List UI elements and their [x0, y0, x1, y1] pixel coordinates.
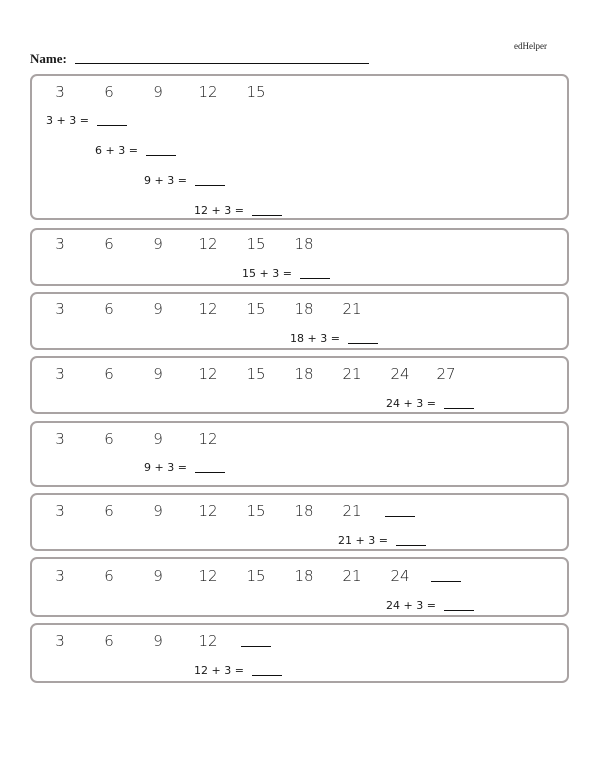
- sequence-number: 12: [198, 502, 218, 520]
- sequence-number: 15: [246, 235, 266, 253]
- sequence-number: 18: [294, 567, 314, 585]
- sequence-number: 3: [55, 567, 65, 585]
- problem-box: [30, 356, 569, 414]
- problem-box: [30, 74, 569, 220]
- sequence-number: 3: [55, 365, 65, 383]
- sequence-answer-blank[interactable]: [241, 646, 271, 647]
- problem-box: [30, 493, 569, 551]
- equation-row: [46, 114, 127, 128]
- sequence-number: 6: [104, 430, 114, 448]
- sequence-number: 24: [390, 567, 410, 585]
- sequence-number: 6: [104, 567, 114, 585]
- equation-answer-blank[interactable]: [252, 674, 282, 676]
- problem-box: [30, 557, 569, 617]
- equation-text: 3 + 3 =: [46, 114, 89, 127]
- sequence-number: 9: [153, 567, 163, 585]
- sequence-number: 6: [104, 365, 114, 383]
- equation-answer-blank[interactable]: [300, 277, 330, 279]
- equation-text: 6 + 3 =: [95, 144, 138, 157]
- sequence-number: 12: [198, 83, 218, 101]
- sequence-number: 9: [153, 235, 163, 253]
- sequence-number: 21: [342, 567, 362, 585]
- equation-text: 12 + 3 =: [194, 204, 244, 217]
- equation-answer-blank[interactable]: [444, 407, 474, 409]
- name-field[interactable]: [75, 63, 369, 64]
- equation-answer-blank[interactable]: [396, 544, 426, 546]
- equation-text: 9 + 3 =: [144, 174, 187, 187]
- sequence-number: 12: [198, 632, 218, 650]
- sequence-number: 21: [342, 365, 362, 383]
- equation-text: 21 + 3 =: [338, 534, 388, 547]
- equation-row: [95, 144, 176, 158]
- sequence-number: 15: [246, 502, 266, 520]
- equation-text: 18 + 3 =: [290, 332, 340, 345]
- equation-row: [194, 204, 282, 218]
- sequence-number: 9: [153, 365, 163, 383]
- sequence-number: 6: [104, 235, 114, 253]
- sequence-number: 27: [436, 365, 456, 383]
- sequence-number: 3: [55, 430, 65, 448]
- equation-row: [290, 332, 378, 346]
- sequence-number: 3: [55, 235, 65, 253]
- equation-row: [144, 461, 225, 475]
- equation-text: 24 + 3 =: [386, 397, 436, 410]
- problem-box: [30, 421, 569, 487]
- equation-row: [338, 534, 426, 548]
- sequence-number: 3: [55, 83, 65, 101]
- sequence-number: 9: [153, 502, 163, 520]
- sequence-number: 9: [153, 83, 163, 101]
- sequence-number: 12: [198, 567, 218, 585]
- equation-answer-blank[interactable]: [252, 214, 282, 216]
- sequence-number: 18: [294, 235, 314, 253]
- sequence-number: 12: [198, 300, 218, 318]
- sequence-answer-blank[interactable]: [431, 581, 461, 582]
- equation-row: [386, 397, 474, 411]
- sequence-number: 21: [342, 300, 362, 318]
- sequence-number: 12: [198, 235, 218, 253]
- equation-text: 15 + 3 =: [242, 267, 292, 280]
- equation-answer-blank[interactable]: [444, 609, 474, 611]
- sequence-number: 3: [55, 300, 65, 318]
- problem-box: [30, 228, 569, 286]
- equation-text: 12 + 3 =: [194, 664, 244, 677]
- sequence-number: 18: [294, 502, 314, 520]
- equation-answer-blank[interactable]: [97, 124, 127, 126]
- sequence-number: 15: [246, 300, 266, 318]
- problem-box: [30, 292, 569, 350]
- sequence-number: 9: [153, 430, 163, 448]
- sequence-number: 12: [198, 365, 218, 383]
- equation-row: [194, 664, 282, 678]
- sequence-number: 12: [198, 430, 218, 448]
- sequence-number: 15: [246, 567, 266, 585]
- problem-box: [30, 623, 569, 683]
- equation-answer-blank[interactable]: [146, 154, 176, 156]
- equation-text: 9 + 3 =: [144, 461, 187, 474]
- sequence-number: 18: [294, 365, 314, 383]
- sequence-number: 3: [55, 502, 65, 520]
- equation-row: [144, 174, 225, 188]
- equation-answer-blank[interactable]: [195, 184, 225, 186]
- sequence-number: 6: [104, 83, 114, 101]
- sequence-number: 21: [342, 502, 362, 520]
- sequence-answer-blank[interactable]: [385, 516, 415, 517]
- sequence-number: 15: [246, 365, 266, 383]
- equation-row: [242, 267, 330, 281]
- equation-answer-blank[interactable]: [348, 342, 378, 344]
- brand-label: edHelper: [514, 41, 547, 51]
- sequence-number: 6: [104, 502, 114, 520]
- sequence-number: 6: [104, 300, 114, 318]
- sequence-number: 6: [104, 632, 114, 650]
- sequence-number: 24: [390, 365, 410, 383]
- equation-row: [386, 599, 474, 613]
- sequence-number: 9: [153, 632, 163, 650]
- equation-answer-blank[interactable]: [195, 471, 225, 473]
- sequence-number: 15: [246, 83, 266, 101]
- sequence-number: 3: [55, 632, 65, 650]
- name-label: Name:: [30, 51, 67, 66]
- sequence-number: 9: [153, 300, 163, 318]
- sequence-number: 18: [294, 300, 314, 318]
- equation-text: 24 + 3 =: [386, 599, 436, 612]
